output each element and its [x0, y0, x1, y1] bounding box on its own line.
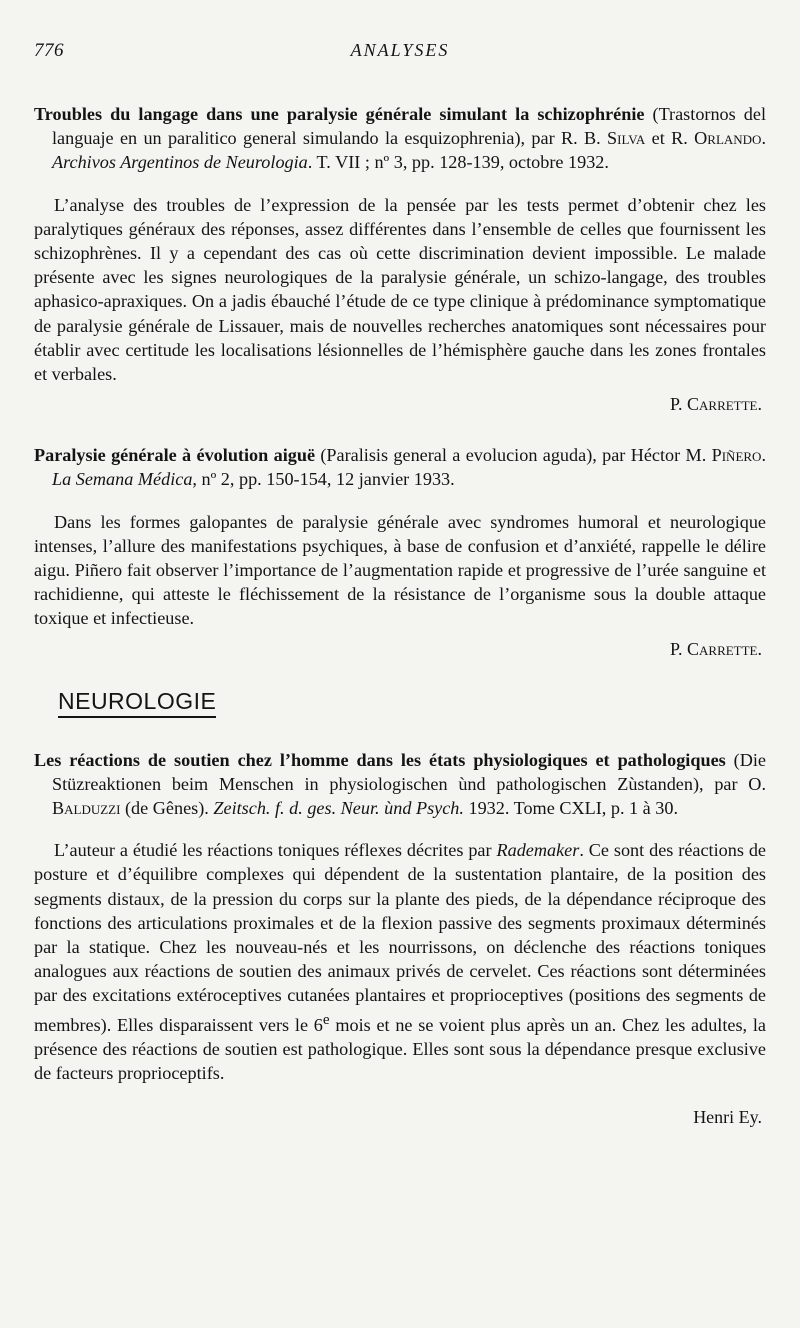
entry-body: L’analyse des troubles de l’expression de la pensée par les tests permet d’obtenir chez les paralytiques généraux des réponses, assez différentes dans l’ensemble de celles que fournissent les schizophrènes. Il y a cependant des cas où cette discrimination devient impossible. Le malade présente avec les signes neurologiques de la paralysie générale, un schizo-langage, des troubles aphasico-apraxiques. On a jadis ébauché l’étude de ce type clinique à prédominance symptomatique de paralysie générale de Lissauer, mais de nouvelles recherches anatomiques sont nécessaires pour établir avec certitude les localisations lésionnelles de l’hémisphère gauche dans les zones frontales et verbales.	[34, 194, 766, 385]
section-heading: NEUROLOGIE	[58, 688, 216, 718]
entry-body: Dans les formes galopantes de paralysie générale avec syndromes humoral et neurologique intenses, l’allure des manifestations psychiques, à base de confusion et d’anxiété, rappelle le délire aigu. Piñero fait observer l’importance de l’augmentation rapide et progressive de l’urée sanguine et rachidienne, qui atteste le fléchissement de la résistance de l’organisme sous la double attaque toxique et infectieuse.	[34, 511, 766, 629]
entry-title	[34, 748, 766, 821]
review-entry	[34, 443, 766, 659]
reviewer-signature	[34, 639, 762, 660]
journal-reference: . T. VII ; nº 3, pp. 128-139, octobre 1932.	[307, 152, 609, 173]
body-text: . Ce sont des réactions de posture et d’équilibre complexes qui dépendent de la sustentation plantaire, de la position des segments distaux, de la pression du corps sur la plante des pieds, de la dépendance réciproque des fonctions des articulations proximales et de la flexion passive des segments proximaux déterminés par la statique. Chez les nouveau-nés et les nourrissons, on déclenche des réactions toniques analogues aux réactions de soutien des animaux privés de cervelet. Ces réactions sont déterminées par des excitations extéroceptives cutanées plantaires et proprioceptives (positions des segments de membres). Elles disparaissent vers le 6	[34, 840, 767, 1035]
page-number: 776	[34, 40, 64, 61]
author-suffix: .	[761, 445, 766, 466]
page-header	[34, 34, 766, 68]
article-title: Les réactions de soutien chez l’homme dans les états physiologiques et pathologiques	[34, 749, 726, 770]
ordinal-suffix: e	[322, 1010, 330, 1028]
cited-author: Rademaker	[496, 840, 580, 861]
journal-name: Archivos Argentinos de Neurologia	[52, 152, 308, 173]
reviewer-initial: P.	[669, 638, 687, 659]
reviewer-signature	[34, 394, 762, 415]
reviewer-name: Carrette.	[687, 638, 762, 659]
reviewer-signature: Henri Ey.	[693, 1107, 762, 1128]
entry-title	[34, 443, 766, 491]
body-text: L’auteur a étudié les réactions toniques réflexes décrites par	[54, 840, 497, 861]
journal-name: Zeitsch. f. d. ges. Neur. ùnd Psych.	[213, 798, 464, 819]
original-title: (Paralisis general a evolucion aguda), par Héctor M.	[315, 445, 712, 466]
review-entry	[34, 748, 766, 1129]
reviewer-initial: P.	[669, 394, 687, 415]
journal-page	[34, 34, 766, 1128]
article-title: Troubles du langage dans une paralysie générale simulant la schizophrénie	[34, 104, 645, 124]
entry-title	[34, 102, 766, 175]
running-head: ANALYSES	[350, 40, 450, 60]
author-separator: et R.	[645, 128, 695, 149]
author-name: Piñero	[711, 445, 762, 466]
author-suffix: .	[761, 128, 766, 149]
journal-name: La Semana Médica	[52, 469, 193, 490]
journal-reference: , nº 2, pp. 150-154, 12 janvier 1933.	[192, 469, 455, 490]
review-entry	[34, 102, 766, 415]
author-name: Silva	[607, 128, 646, 149]
original-title: (Die Stüzreaktionen beim Menschen in physiologischen ùnd pathologischen Zùstanden), par O.	[52, 749, 766, 794]
original-title: (Trastornos del languaje en un paralitico general simulando la esquizophrenia), par R. B.	[52, 104, 767, 149]
journal-reference: 1932. Tome CXLI, p. 1 à 30.	[463, 798, 679, 819]
article-title: Paralysie générale à évolution aiguë	[34, 445, 316, 466]
author-name: Balduzzi	[52, 798, 121, 819]
author-name: Orlando	[694, 128, 762, 149]
entry-body	[34, 838, 766, 1085]
reviewer-name: Carrette.	[687, 394, 762, 415]
body-text: mois et ne se voient plus après un an. Chez les adultes, la présence des réactions de soutien est pathologique. Elles sont sous la dépendance presque exclusive de facteurs proprioceptifs.	[34, 1014, 766, 1084]
author-suffix: (de Gênes).	[120, 798, 214, 819]
